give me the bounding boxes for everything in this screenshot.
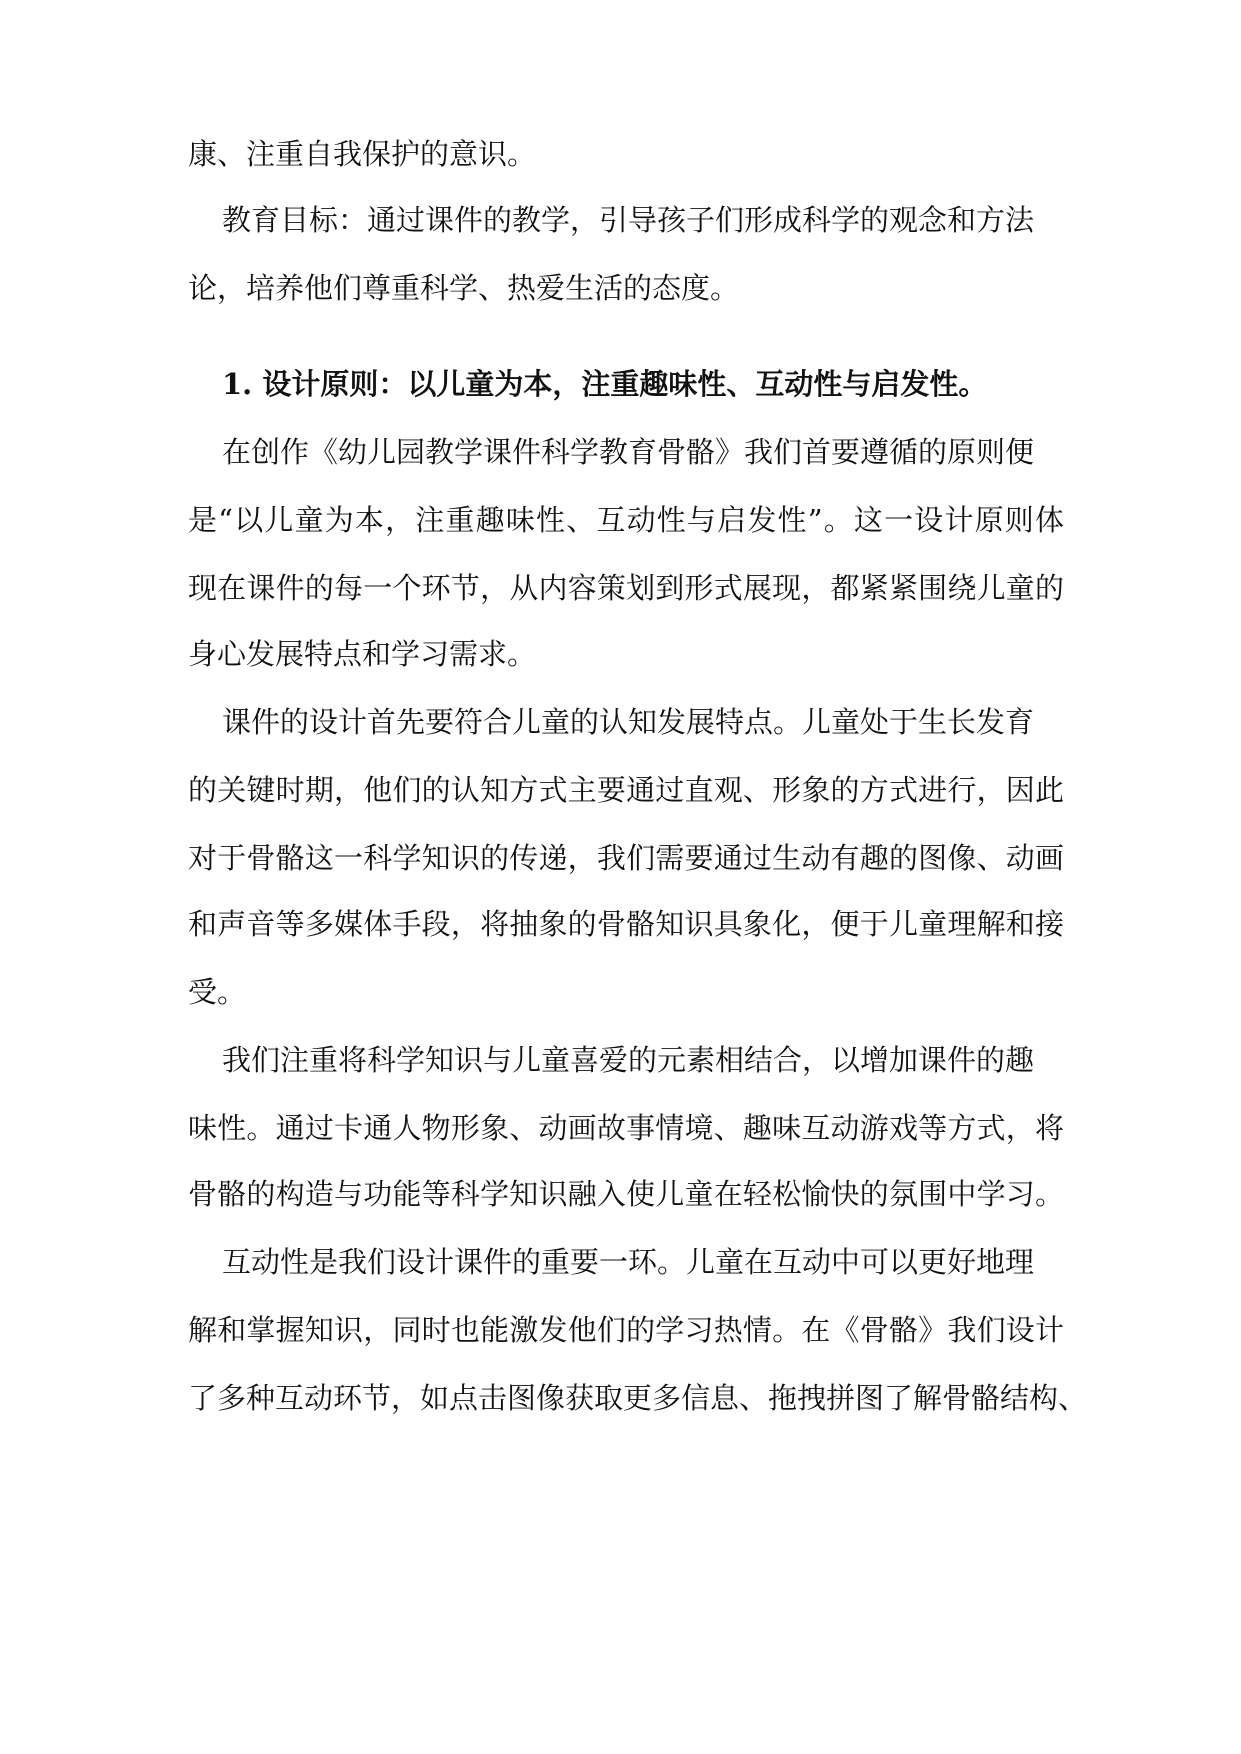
text-line-14: 我们注重将科学知识与儿童喜爱的元素相结合，以增加课件的趣 — [222, 1043, 1035, 1077]
text-line-13: 受。 — [188, 975, 247, 1009]
text-line-19: 了多种互动环节，如点击图像获取更多信息、拖拽拼图了解骨骼结构、 — [188, 1381, 1088, 1415]
text-line-9: 课件的设计首先要符合儿童的认知发展特点。儿童处于生长发育 — [222, 705, 1035, 739]
text-line-7: 现在课件的每一个环节，从内容策划到形式展现，都紧紧围绕儿童的 — [188, 571, 1064, 605]
text-line-16: 骨骼的构造与功能等科学知识融入使儿童在轻松愉快的氛围中学习。 — [188, 1177, 1064, 1211]
text-line-2: 教育目标：通过课件的教学，引导孩子们形成科学的观念和方法 — [222, 203, 1035, 237]
text-line-18: 解和掌握知识，同时也能激发他们的学习热情。在《骨骼》我们设计 — [188, 1313, 1064, 1347]
text-line-6: 是“以儿童为本，注重趣味性、互动性与启发性”。这一设计原则体 — [188, 503, 1064, 537]
text-line-1: 康、注重自我保护的意识。 — [188, 137, 537, 171]
text-line-11: 对于骨骼这一科学知识的传递，我们需要通过生动有趣的图像、动画 — [188, 841, 1064, 875]
section-heading: 1. 设计原则：以儿童为本，注重趣味性、互动性与启发性。 — [222, 367, 988, 401]
text-line-15: 味性。通过卡通人物形象、动画故事情境、趣味互动游戏等方式，将 — [188, 1111, 1064, 1145]
text-line-17: 互动性是我们设计课件的重要一环。儿童在互动中可以更好地理 — [222, 1245, 1035, 1279]
text-line-3: 论，培养他们尊重科学、热爱生活的态度。 — [188, 271, 740, 305]
text-line-10: 的关键时期，他们的认知方式主要通过直观、形象的方式进行，因此 — [188, 773, 1064, 807]
text-line-5: 在创作《幼儿园教学课件科学教育骨骼》我们首要遵循的原则便 — [222, 435, 1035, 469]
text-line-8: 身心发展特点和学习需求。 — [188, 637, 537, 671]
text-line-12: 和声音等多媒体手段，将抽象的骨骼知识具象化，便于儿童理解和接 — [188, 907, 1064, 941]
